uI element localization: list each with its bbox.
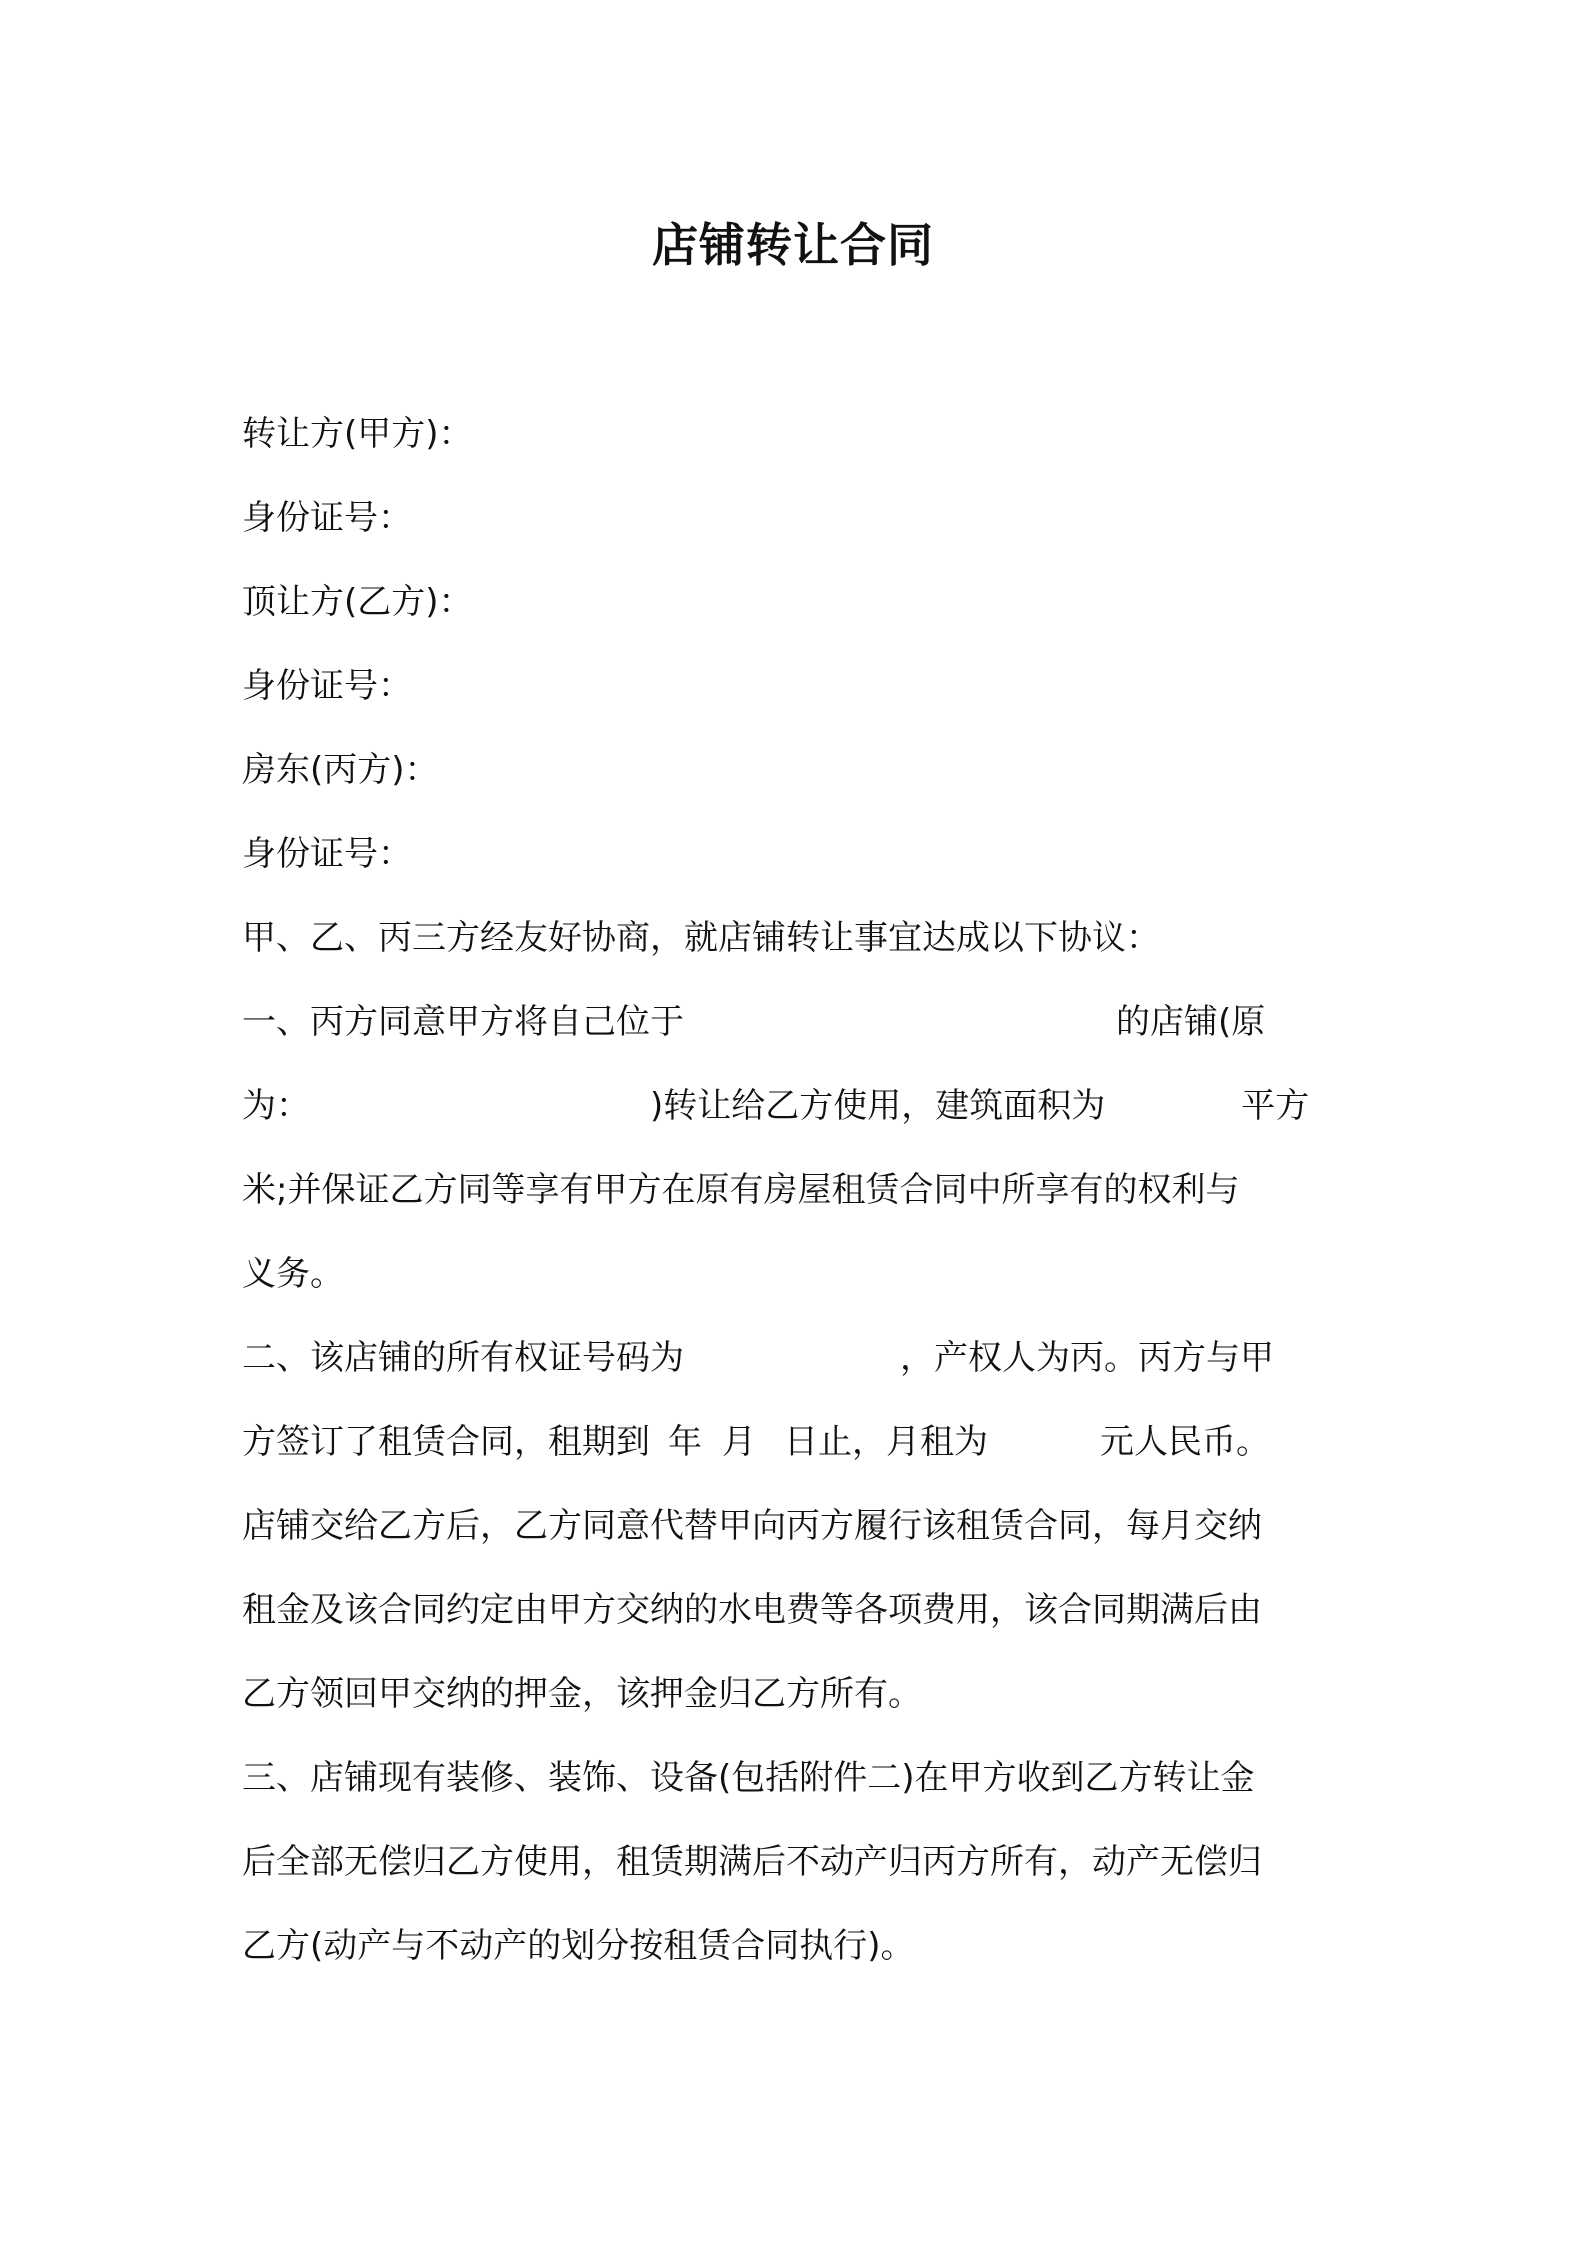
- clause-1-text-e: 平方: [1241, 1086, 1310, 1126]
- clause-1-text-a: 一、丙方同意甲方将自己位于: [242, 1002, 684, 1042]
- clause-3-line-2: 后全部无偿归乙方使用，租赁期满后不动产归丙方所有，动产无偿归: [242, 1842, 1262, 1882]
- clause-1-line-4: 义务。: [242, 1254, 344, 1294]
- clause-2-line-5: 乙方领回甲交纳的押金，该押金归乙方所有。: [242, 1674, 922, 1714]
- clause-2-text-e: 元人民币。: [1100, 1422, 1270, 1462]
- party-transferee-id-label: 身份证号：: [242, 666, 412, 706]
- clause-2-text-d: 日止，月租为: [784, 1422, 988, 1462]
- clause-3-line-3: 乙方(动产与不动产的划分按租赁合同执行)。: [242, 1926, 915, 1966]
- clause-2-line-2: [242, 1412, 1270, 1472]
- party-landlord-id-label: 身份证号：: [242, 834, 412, 874]
- clause-1-text-c: 为：: [242, 1086, 310, 1126]
- clause-1-line-3: 米;并保证乙方同等享有甲方在原有房屋租赁合同中所享有的权利与: [242, 1170, 1240, 1210]
- party-transferor-label: 转让方(甲方)：: [242, 414, 473, 454]
- clause-1-text-d: )转让给乙方使用，建筑面积为: [650, 1086, 1106, 1126]
- agreement-intro: 甲、乙、丙三方经友好协商，就店铺转让事宜达成以下协议：: [242, 918, 1160, 958]
- clause-2-line-3: 店铺交给乙方后，乙方同意代替甲向丙方履行该租赁合同，每月交纳: [242, 1506, 1262, 1546]
- clause-2-text-month: 月: [722, 1422, 756, 1462]
- clause-1-line-2: [242, 1076, 1309, 1136]
- document-title: 店铺转让合同: [652, 218, 934, 272]
- clause-2-line-4: 租金及该合同约定由甲方交纳的水电费等各项费用，该合同期满后由: [242, 1590, 1262, 1630]
- clause-1-line-1: [242, 992, 1265, 1052]
- clause-1-text-b: 的店铺(原: [1116, 1002, 1266, 1042]
- party-transferee-label: 顶让方(乙方)：: [242, 582, 473, 622]
- clause-2-text-c: 方签订了租赁合同，租期到: [242, 1422, 650, 1462]
- party-transferor-id-label: 身份证号：: [242, 498, 412, 538]
- clause-2-text-b: ，产权人为丙。丙方与甲: [900, 1338, 1274, 1378]
- clause-2-text-year: 年: [668, 1422, 702, 1462]
- clause-3-line-1: 三、店铺现有装修、装饰、设备(包括附件二)在甲方收到乙方转让金: [242, 1758, 1255, 1798]
- clause-2-text-a: 二、该店铺的所有权证号码为: [242, 1338, 684, 1378]
- party-landlord-label: 房东(丙方)：: [242, 750, 439, 790]
- clause-2-line-1: [242, 1328, 1274, 1388]
